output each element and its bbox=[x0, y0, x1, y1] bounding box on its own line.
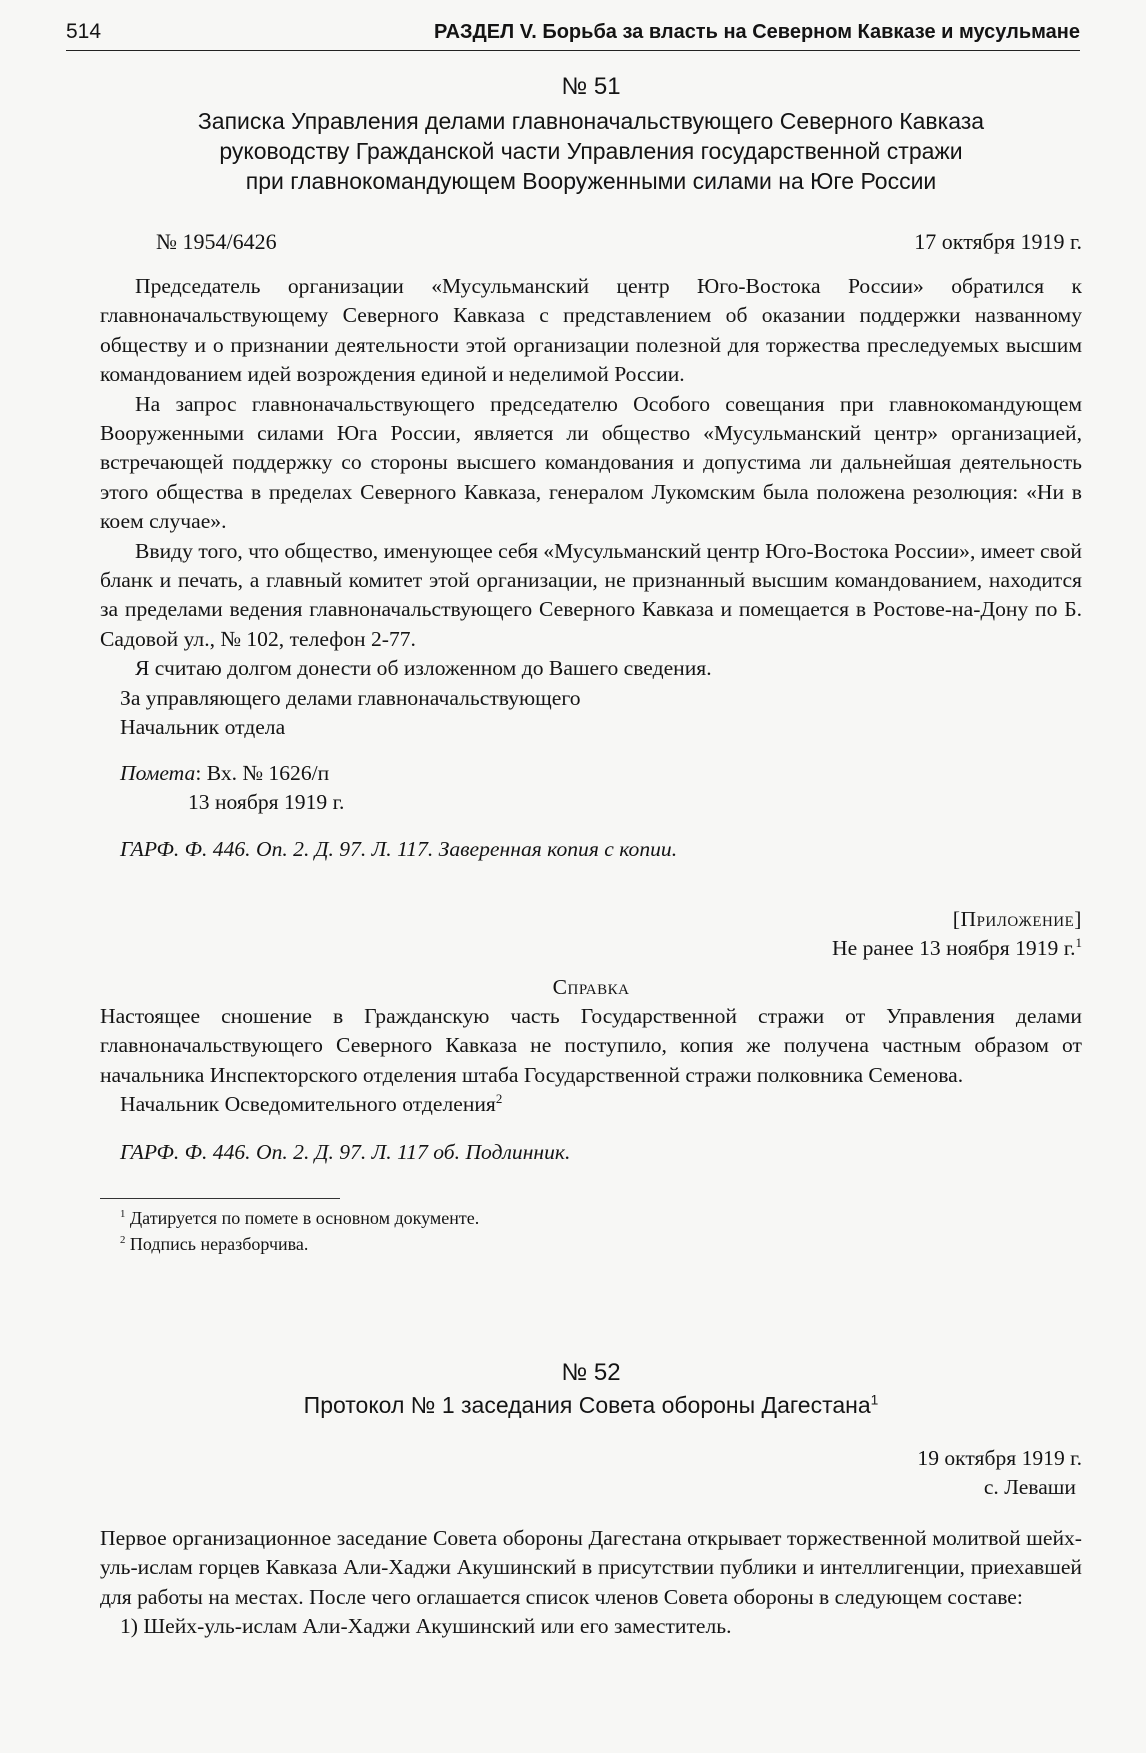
appendix-body bbox=[100, 1002, 1082, 1090]
doc-51-title-line: Записка Управления делами главноначальствующего Северного Кавказа bbox=[197, 108, 985, 134]
signature-line: Начальник отдела bbox=[120, 715, 286, 740]
appendix-label: [Приложение] bbox=[952, 907, 1082, 931]
footnote-ref: 1 bbox=[1075, 934, 1082, 950]
appendix-signature-line bbox=[100, 1090, 1082, 1119]
footnote bbox=[100, 1205, 1082, 1231]
doc-52-title-line bbox=[80, 1390, 1102, 1420]
note-date: 13 ноября 1919 г. bbox=[188, 789, 345, 814]
note-label: Помета bbox=[120, 760, 196, 785]
paragraph: Председатель организации «Мусульманский центр Юго-Востока России» обратился к главноначальствующему Северного Кавказа с представлением об оказании поддержки названному обществу и о признании деятельности этой организации полезной для торжества преследуемых высшим командованием идей возрождения единой и неделимой России. bbox=[100, 274, 1082, 387]
footnote-text: Подпись неразборчива. bbox=[125, 1234, 309, 1254]
paragraph: Ввиду того, что общество, именующее себя «Мусульманский центр Юго-Востока России», имеет свой бланк и печать, а главный комитет этой организации, не признанный высшим командованием, находится за пределами ведения главноначальствующего Северного Кавказа и помещается в Ростове-на-Дону по Б. Садовой ул., № 102, телефон 2-77. bbox=[100, 538, 1082, 651]
footnote-mark: 1 bbox=[120, 1208, 126, 1220]
paragraph: На запрос главноначальствующего председателю Особого совещания при главнокомандующем Вооруженными силами Юга России, является ли общество «Мусульманский центр» организацией, встречающей поддержку со стороны высшего командования и допустима ли дальнейшая деятельность этого общества в пределах Северного Кавказа, генералом Лукомским была положена резолюция: «Ни в коем случае». bbox=[100, 391, 1082, 534]
appendix-signature: Начальник Осведомительного отделения bbox=[120, 1092, 496, 1117]
footnotes bbox=[100, 1198, 1082, 1257]
appendix-date-line bbox=[100, 934, 1082, 963]
doc-51-title-line: руководству Гражданской части Управления государственной стражи bbox=[219, 138, 963, 164]
doc-51-title-line: при главнокомандующем Вооруженными силами на Юге России bbox=[245, 168, 937, 194]
document-51 bbox=[100, 72, 1082, 865]
doc-51-date: 17 октября 1919 г. bbox=[914, 229, 1082, 254]
doc-51-number: № 51 bbox=[561, 73, 621, 100]
section-title: РАЗДЕЛ V. Борьба за власть на Северном Кавказе и мусульмане bbox=[433, 21, 1080, 43]
appendix bbox=[100, 905, 1082, 1167]
doc-51-note bbox=[100, 759, 1082, 788]
doc-51-meta bbox=[100, 228, 1082, 256]
footnote-ref: 1 bbox=[870, 1392, 879, 1408]
doc-51-body bbox=[100, 272, 1082, 684]
doc-51-source: ГАРФ. Ф. 446. Оп. 2. Д. 97. Л. 117. Заверенная копия с копии. bbox=[120, 837, 678, 862]
doc-52-date: 19 октября 1919 г. bbox=[917, 1446, 1082, 1470]
document-52 bbox=[100, 1358, 1082, 1642]
footnote-divider bbox=[100, 1198, 340, 1199]
doc-51-reg-number: № 1954/6426 bbox=[156, 229, 277, 254]
doc-52-place: с. Леваши bbox=[983, 1475, 1076, 1499]
note-text: : Вх. № 1626/п bbox=[195, 760, 330, 785]
closing-line: Я считаю долгом донести об изложенном до Вашего сведения. bbox=[135, 656, 712, 681]
doc-52-title: Протокол № 1 заседания Совета обороны Дагестана bbox=[303, 1392, 871, 1418]
signature-line: За управляющего делами главноначальствующего bbox=[120, 685, 581, 710]
appendix-heading: Справка bbox=[552, 975, 630, 999]
running-header bbox=[66, 20, 1080, 51]
footnote-text: Датируется по помете в основном документе. bbox=[125, 1208, 480, 1228]
paragraph: Первое организационное заседание Совета обороны Дагестана открывает торжественной молитвой шейх-уль-ислам горцев Кавказа Али-Хаджи Акушинский в присутствии публики и интеллигенции, приехавшей для работы на местах. После чего оглашается список членов Совета обороны в следующем составе: bbox=[100, 1526, 1082, 1609]
list-item: 1) Шейх-уль-ислам Али-Хаджи Акушинский или его заместитель. bbox=[120, 1614, 732, 1639]
doc-52-number: № 52 bbox=[561, 1359, 621, 1386]
footnote bbox=[100, 1231, 1082, 1257]
doc-52-body bbox=[100, 1524, 1082, 1612]
appendix-date: Не ранее 13 ноября 1919 г. bbox=[832, 936, 1076, 960]
footnote-mark: 2 bbox=[120, 1234, 126, 1246]
paragraph: Настоящее сношение в Гражданскую часть Государственной стражи от Управления делами главноначальствующего Северного Кавказа не поступило, копия же получена частным образом от начальника Инспекторского отделения штаба Государственной стражи полковника Семенова. bbox=[100, 1004, 1082, 1087]
appendix-source: ГАРФ. Ф. 446. Оп. 2. Д. 97. Л. 117 об. Подлинник. bbox=[120, 1139, 571, 1164]
footnote-ref: 2 bbox=[495, 1091, 503, 1107]
page-number: 514 bbox=[66, 20, 102, 43]
doc-51-title bbox=[80, 106, 1102, 196]
